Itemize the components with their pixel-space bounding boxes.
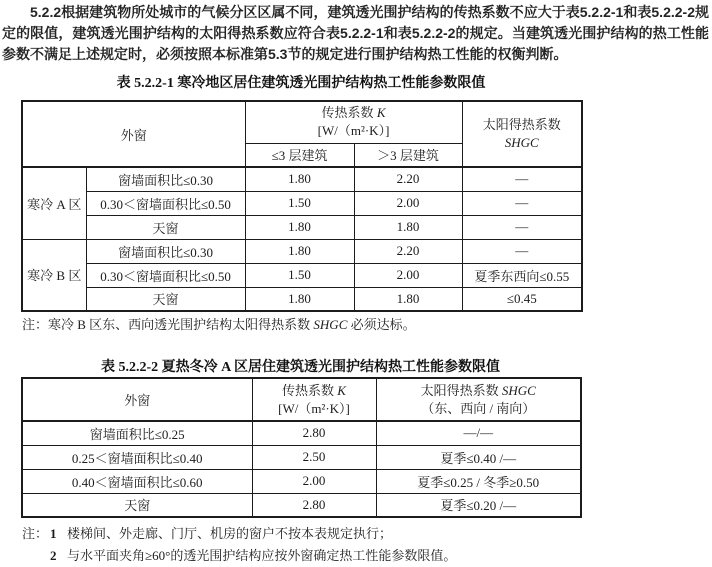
table1-row-a1 (22, 167, 582, 191)
table2-row-1 (22, 421, 581, 445)
note-number: 1 (50, 526, 57, 541)
shgc-symbol: SHGC (313, 317, 348, 332)
k-unit-line: [W/（m²·K）] (317, 123, 390, 139)
k-symbol: K (337, 382, 346, 398)
table1-zone-a: 寒冷 A 区 (22, 167, 86, 239)
k-le3-cell: 1.80 (245, 287, 354, 311)
table2-row-2 (22, 445, 581, 469)
k-le3-cell: 1.50 (245, 191, 354, 215)
shgc-cell: — (462, 239, 582, 263)
note-text: 必须达标。 (347, 317, 416, 332)
table1-header-shgc (462, 101, 582, 167)
shgc-cell: — (462, 191, 582, 215)
k-title-line (248, 104, 460, 122)
k-cell: 2.50 (252, 445, 376, 469)
shgc-cell: 夏季≤0.25 / 冬季≥0.50 (376, 469, 581, 493)
shgc-cell: 夏季≤0.20 /— (376, 493, 581, 517)
shgc-symbol: SHGC (504, 135, 539, 150)
table1-row-b3 (22, 287, 582, 311)
k-le3-cell: 1.80 (245, 215, 354, 239)
k-cell: 2.00 (252, 469, 376, 493)
k-gt3-cell: 2.20 (354, 239, 462, 263)
shgc-label: 太阳得热系数 (420, 382, 502, 398)
k-gt3-cell: 2.20 (354, 167, 462, 191)
shgc-sub-line: （东、西向 / 南向） (421, 400, 536, 416)
condition-cell: 窗墙面积比≤0.30 (86, 167, 245, 191)
table1-header-window: 外窗 (22, 101, 245, 167)
k-gt3-cell: 1.80 (354, 287, 462, 311)
table2-note-1 (22, 523, 662, 545)
note-number: 2 (50, 548, 57, 563)
shgc-title-line (379, 382, 579, 400)
condition-cell: 0.30＜窗墙面积比≤0.50 (86, 191, 245, 215)
note-text: 楼梯间、外走廊、门厅、机房的窗户不按本表规定执行； (67, 526, 393, 541)
table2-row-4 (22, 493, 581, 517)
table1-row-b1 (22, 239, 582, 263)
k-title-line (255, 382, 374, 400)
table1-row-a2 (22, 191, 582, 215)
condition-cell: 0.40＜窗墙面积比≤0.60 (22, 469, 252, 493)
table2-row-3 (22, 469, 581, 493)
condition-cell: 窗墙面积比≤0.25 (22, 421, 252, 445)
note-text: 注：寒冷 B 区东、西向透光围护结构太阳得热系数 (22, 317, 314, 332)
table2 (21, 377, 582, 518)
k-gt3-cell: 2.00 (354, 263, 462, 287)
k-cell: 2.80 (252, 493, 376, 517)
shgc-label: 太阳得热系数 (482, 117, 561, 132)
shgc-cell: 夏季东西向≤0.55 (462, 263, 582, 287)
k-unit-line: [W/（m²·K）] (278, 400, 350, 416)
shgc-cell: —/— (376, 421, 581, 445)
k-gt3-cell: 2.00 (354, 191, 462, 215)
table1-row-a3 (22, 215, 582, 239)
table1-header-k (245, 101, 462, 143)
shgc-cell: — (462, 167, 582, 191)
k-cell: 2.80 (252, 421, 376, 445)
table1-header-k-sub-high: ＞3 层建筑 (354, 143, 462, 167)
table1-title: 表 5.2.2-1 寒冷地区居住建筑透光围护结构热工性能参数限值 (116, 76, 486, 91)
k-le3-cell: 1.80 (245, 239, 354, 263)
shgc-cell: — (462, 215, 582, 239)
shgc-cell: 夏季≤0.40 /— (376, 445, 581, 469)
condition-cell: 0.25＜窗墙面积比≤0.40 (22, 445, 252, 469)
shgc-cell: ≤0.45 (462, 287, 582, 311)
k-gt3-cell: 1.80 (354, 215, 462, 239)
condition-cell: 窗墙面积比≤0.30 (86, 239, 245, 263)
k-le3-cell: 1.80 (245, 167, 354, 191)
table1 (21, 100, 583, 312)
notes-label: 注： (22, 526, 49, 541)
table1-row-b2 (22, 263, 582, 287)
k-label: 传热系数 (282, 382, 338, 398)
k-symbol: K (376, 105, 386, 121)
table2-header-shgc (376, 378, 581, 421)
condition-cell: 0.30＜窗墙面积比≤0.50 (86, 263, 245, 287)
table2-header-row (22, 378, 581, 421)
table2-header-k (252, 378, 376, 421)
condition-cell: 天窗 (22, 493, 252, 517)
condition-cell: 天窗 (86, 287, 245, 311)
shgc-symbol: SHGC (501, 382, 536, 398)
table1-zone-b: 寒冷 B 区 (22, 239, 86, 311)
table2-header-window: 外窗 (22, 378, 252, 421)
k-le3-cell: 1.50 (245, 263, 354, 287)
table1-note (22, 317, 582, 332)
table1-header-k-sub-low: ≤3 层建筑 (245, 143, 354, 167)
table1-header-row-1 (22, 101, 582, 143)
k-label: 传热系数 (321, 105, 377, 121)
condition-cell: 天窗 (86, 215, 245, 239)
note-text: 与水平面夹角≥60°的透光围护结构应按外窗确定热工性能参数限值。 (67, 548, 457, 563)
table2-notes (22, 523, 662, 567)
clause-paragraph: 5.2.2根据建筑物所处城市的气候分区区属不同，建筑透光围护结构的传热系数不应大于表5.2.2-1和表5.2.2-2规定的限值，建筑透光围护结构的太阳得热系数应符合表5.2.2-1和表5.2.2-2的规定。当建筑透光围护结构的热工性能参数不满足上述规定时，必须按照本标准第5.3节的规定进行围护结构热工性能的权衡判断。 (2, 4, 709, 62)
table2-title: 表 5.2.2-2 夏热冬冷 A 区居住建筑透光围护结构热工性能参数限值 (101, 360, 500, 375)
